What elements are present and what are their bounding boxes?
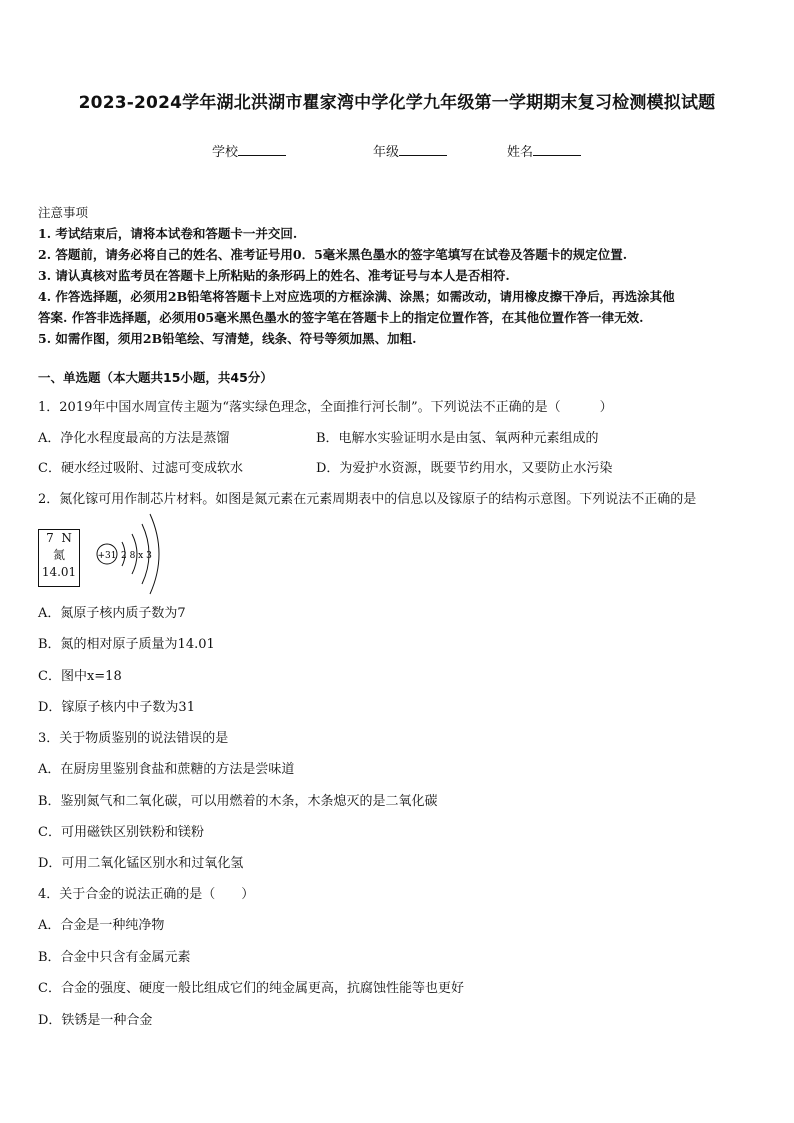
q3-option-d: D．可用二氧化锰区别水和过氧化氢 <box>38 856 244 871</box>
section-heading: 一、单选题（本大题共15小题，共45分） <box>38 370 273 385</box>
q1-option-d: D．为爱护水资源，既要节约用水，又要防止水污染 <box>316 461 613 476</box>
q1-stem: 1．2019年中国水周宣传主题为“落实绿色理念，全面推行河长制”。下列说法不正确的是（ ） <box>38 400 613 415</box>
grade-field <box>373 141 447 160</box>
gallium-atom-diagram <box>92 510 172 600</box>
school-blank <box>238 143 286 156</box>
name-field <box>507 141 581 160</box>
q2-stem: 2．氮化镓可用作制芯片材料。如图是氮元素在元素周期表中的信息以及镓原子的结构示意图。下列说法不正确的是 <box>38 492 697 507</box>
element-name: 氮 <box>52 548 65 562</box>
notice-item: 1. 考试结束后，请将本试卷和答题卡一并交回. <box>38 226 298 241</box>
q3-stem: 3．关于物质鉴别的说法错误的是 <box>38 731 229 746</box>
name-label: 姓名 <box>507 145 534 160</box>
q2-option-c: C．图中x=18 <box>38 669 122 684</box>
q4-option-b: B．合金中只含有金属元素 <box>38 950 191 965</box>
grade-label: 年级 <box>373 145 400 160</box>
q1-option-b: B．电解水实验证明水是由氢、氧两种元素组成的 <box>316 431 599 446</box>
nucleus-label: +31 <box>97 551 117 561</box>
notice-item: 5. 如需作图，须用2B铅笔绘、写清楚，线条、符号等须加黑、加粗. <box>38 331 417 346</box>
q1-option-c: C．硬水经过吸附、过滤可变成软水 <box>38 461 243 476</box>
q4-option-d: D．铁锈是一种合金 <box>38 1013 153 1028</box>
element-card <box>38 529 80 587</box>
school-field <box>212 141 286 160</box>
element-mass: 14.01 <box>41 565 77 579</box>
notice-item: 答案. 作答非选择题，必须用05毫米黑色墨水的签字笔在答题卡上的指定位置作答，在其他位置作答一律无效. <box>38 310 644 325</box>
notice-heading: 注意事项 <box>38 205 89 220</box>
q4-option-a: A．合金是一种纯净物 <box>38 918 165 933</box>
exam-title: 2023-2024学年湖北洪湖市瞿家湾中学化学九年级第一学期期末复习检测模拟试题 <box>78 93 716 113</box>
q3-option-c: C．可用磁铁区别铁粉和镁粉 <box>38 825 204 840</box>
shell-electrons: 2 8 x 3 <box>121 551 152 561</box>
school-label: 学校 <box>212 145 239 160</box>
q4-stem: 4．关于合金的说法正确的是（ ） <box>38 887 255 902</box>
q1-option-a: A．净化水程度最高的方法是蒸馏 <box>38 431 230 446</box>
notice-item: 2. 答题前，请务必将自己的姓名、准考证号用0．5毫米黑色墨水的签字笔填写在试卷及答题卡的规定位置. <box>38 247 628 262</box>
q3-option-b: B．鉴别氮气和二氧化碳，可以用燃着的木条，木条熄灭的是二氧化碳 <box>38 794 438 809</box>
q4-option-c: C．合金的强度、硬度一般比组成它们的纯金属更高，抗腐蚀性能等也更好 <box>38 981 464 996</box>
element-number-symbol: 7 N <box>46 531 72 545</box>
q3-option-a: A．在厨房里鉴别食盐和蔗糖的方法是尝味道 <box>38 762 295 777</box>
q2-option-a: A．氮原子核内质子数为7 <box>38 606 186 621</box>
notice-item: 3. 请认真核对监考员在答题卡上所粘贴的条形码上的姓名、准考证号与本人是否相符. <box>38 268 510 283</box>
q2-option-d: D．镓原子核内中子数为31 <box>38 700 195 715</box>
notice-item: 4. 作答选择题，必须用2B铅笔将答题卡上对应选项的方框涂满、涂黑；如需改动，请用橡皮擦干净后，再选涂其他 <box>38 289 675 304</box>
notice-block <box>38 202 758 349</box>
name-blank <box>533 143 581 156</box>
q2-option-b: B．氮的相对原子质量为14.01 <box>38 637 215 652</box>
grade-blank <box>399 143 447 156</box>
